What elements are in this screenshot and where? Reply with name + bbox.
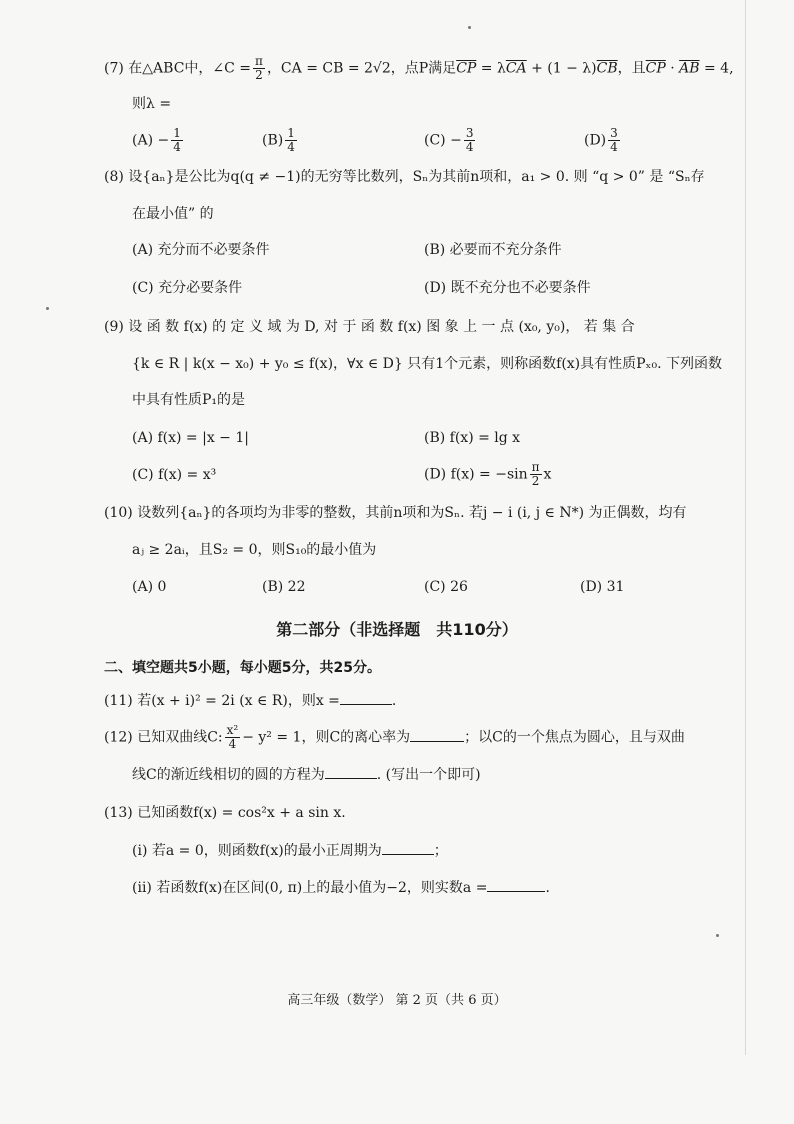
q11-line: (11) 若(x + i)² = 2i (x ∈ R)，则x = . [104, 690, 396, 711]
q7-line1: (7) 在△ABC中，∠C = $\frac{\pi}{2}$ ，CA = CB = 2√2，点P满足$\overline{CP} = \lambda\overline{CA} + (1 - \lambda)\overline{CB}$，且$\overline{CP} \cdot \overline{AB} = 4$, [104, 54, 734, 82]
answer-blank[interactable] [410, 727, 464, 742]
q9-option-b: (B) f(x) = lg x [424, 430, 521, 446]
scan-speck [716, 934, 719, 937]
scan-edge [745, 0, 746, 1055]
q7-option-d: (D) $\frac{3}{4}$ [584, 126, 618, 154]
q12-line2: 线C的渐近线相切的圆的方程为 . (写出一个即可) [132, 764, 481, 785]
q10-line1: (10) 设数列{aₙ}的各项均为非零的整数，其前n项和为Sₙ. 若j − i (i, j ∈ N*) 为正偶数，均有 [104, 505, 687, 521]
q7-option-c: (C) − $\frac{3}{4}$ [424, 126, 474, 154]
q8-option-d: (D) 既不充分也不必要条件 [424, 280, 591, 296]
fill-in-heading: 二、填空题共5小题，每小题5分，共25分。 [104, 660, 381, 676]
answer-blank[interactable] [325, 764, 377, 779]
q10-line2: aⱼ ≥ 2aᵢ，且S₂ = 0，则S₁₀的最小值为 [132, 542, 377, 558]
scan-speck [46, 307, 49, 310]
q12-line1: (12) 已知双曲线C: $\frac{\text{x²}}{4}$ − y² = 1，则C的离心率为 ；以C的一个焦点为圆心，且与双曲 [104, 723, 685, 751]
q8-line2: 在最小值” 的 [132, 206, 214, 222]
q13-sub2: (ⅱ) 若函数f(x)在区间(0, π)上的最小值为−2，则实数a = . [132, 877, 550, 898]
q7-option-b: (B) $\frac{1}{4}$ [262, 126, 295, 154]
answer-blank[interactable] [340, 690, 392, 705]
q10-option-c: (C) 26 [424, 579, 468, 595]
q7-line2: 则λ = [132, 96, 172, 112]
q10-option-d: (D) 31 [580, 579, 625, 595]
q7-option-a: (A) − $\frac{1}{4}$ [132, 126, 181, 154]
page-footer: 高三年级（数学） 第 2 页（共 6 页） [287, 993, 507, 1008]
scan-speck [468, 26, 471, 29]
section-title: 第二部分（非选择题 共110分） [276, 620, 518, 639]
q13-line1: (13) 已知函数f(x) = cos²x + a sin x. [104, 805, 346, 821]
q8-option-c: (C) 充分必要条件 [132, 280, 243, 296]
q13-sub1: (ⅰ) 若a = 0，则函数f(x)的最小正周期为 ； [132, 840, 448, 861]
q8-option-b: (B) 必要而不充分条件 [424, 242, 562, 258]
q9-option-d: (D) f(x) = −sin $\frac{\pi}{2}$ x [424, 460, 552, 488]
q10-option-b: (B) 22 [262, 579, 306, 595]
q9-line1: (9) 设 函 数 f(x) 的 定 义 域 为 D, 对 于 函 数 f(x) 图 象 上 一 点 (x₀, y₀)， 若 集 合 [104, 319, 635, 335]
q9-line3: 中具有性质P₁的是 [132, 392, 246, 408]
q10-option-a: (A) 0 [132, 579, 167, 595]
fraction: $\frac{\pi}{2}$ [255, 54, 263, 82]
q8-option-a: (A) 充分而不必要条件 [132, 242, 270, 258]
q8-line1: (8) 设{aₙ}是公比为q(q ≠ −1)的无穷等比数列，Sₙ为其前n项和，a₁ > 0. 则 “q > 0” 是 “Sₙ存 [104, 169, 705, 185]
q9-line2: {k ∈ R | k(x − x₀) + y₀ ≤ f(x)，∀x ∈ D} 只有1个元素，则称函数f(x)具有性质Pₓ₀. 下列函数 [132, 356, 723, 372]
q9-option-c: (C) f(x) = x³ [132, 467, 217, 483]
q9-option-a: (A) f(x) = |x − 1| [132, 430, 249, 446]
answer-blank[interactable] [382, 840, 434, 855]
answer-blank[interactable] [487, 877, 545, 892]
